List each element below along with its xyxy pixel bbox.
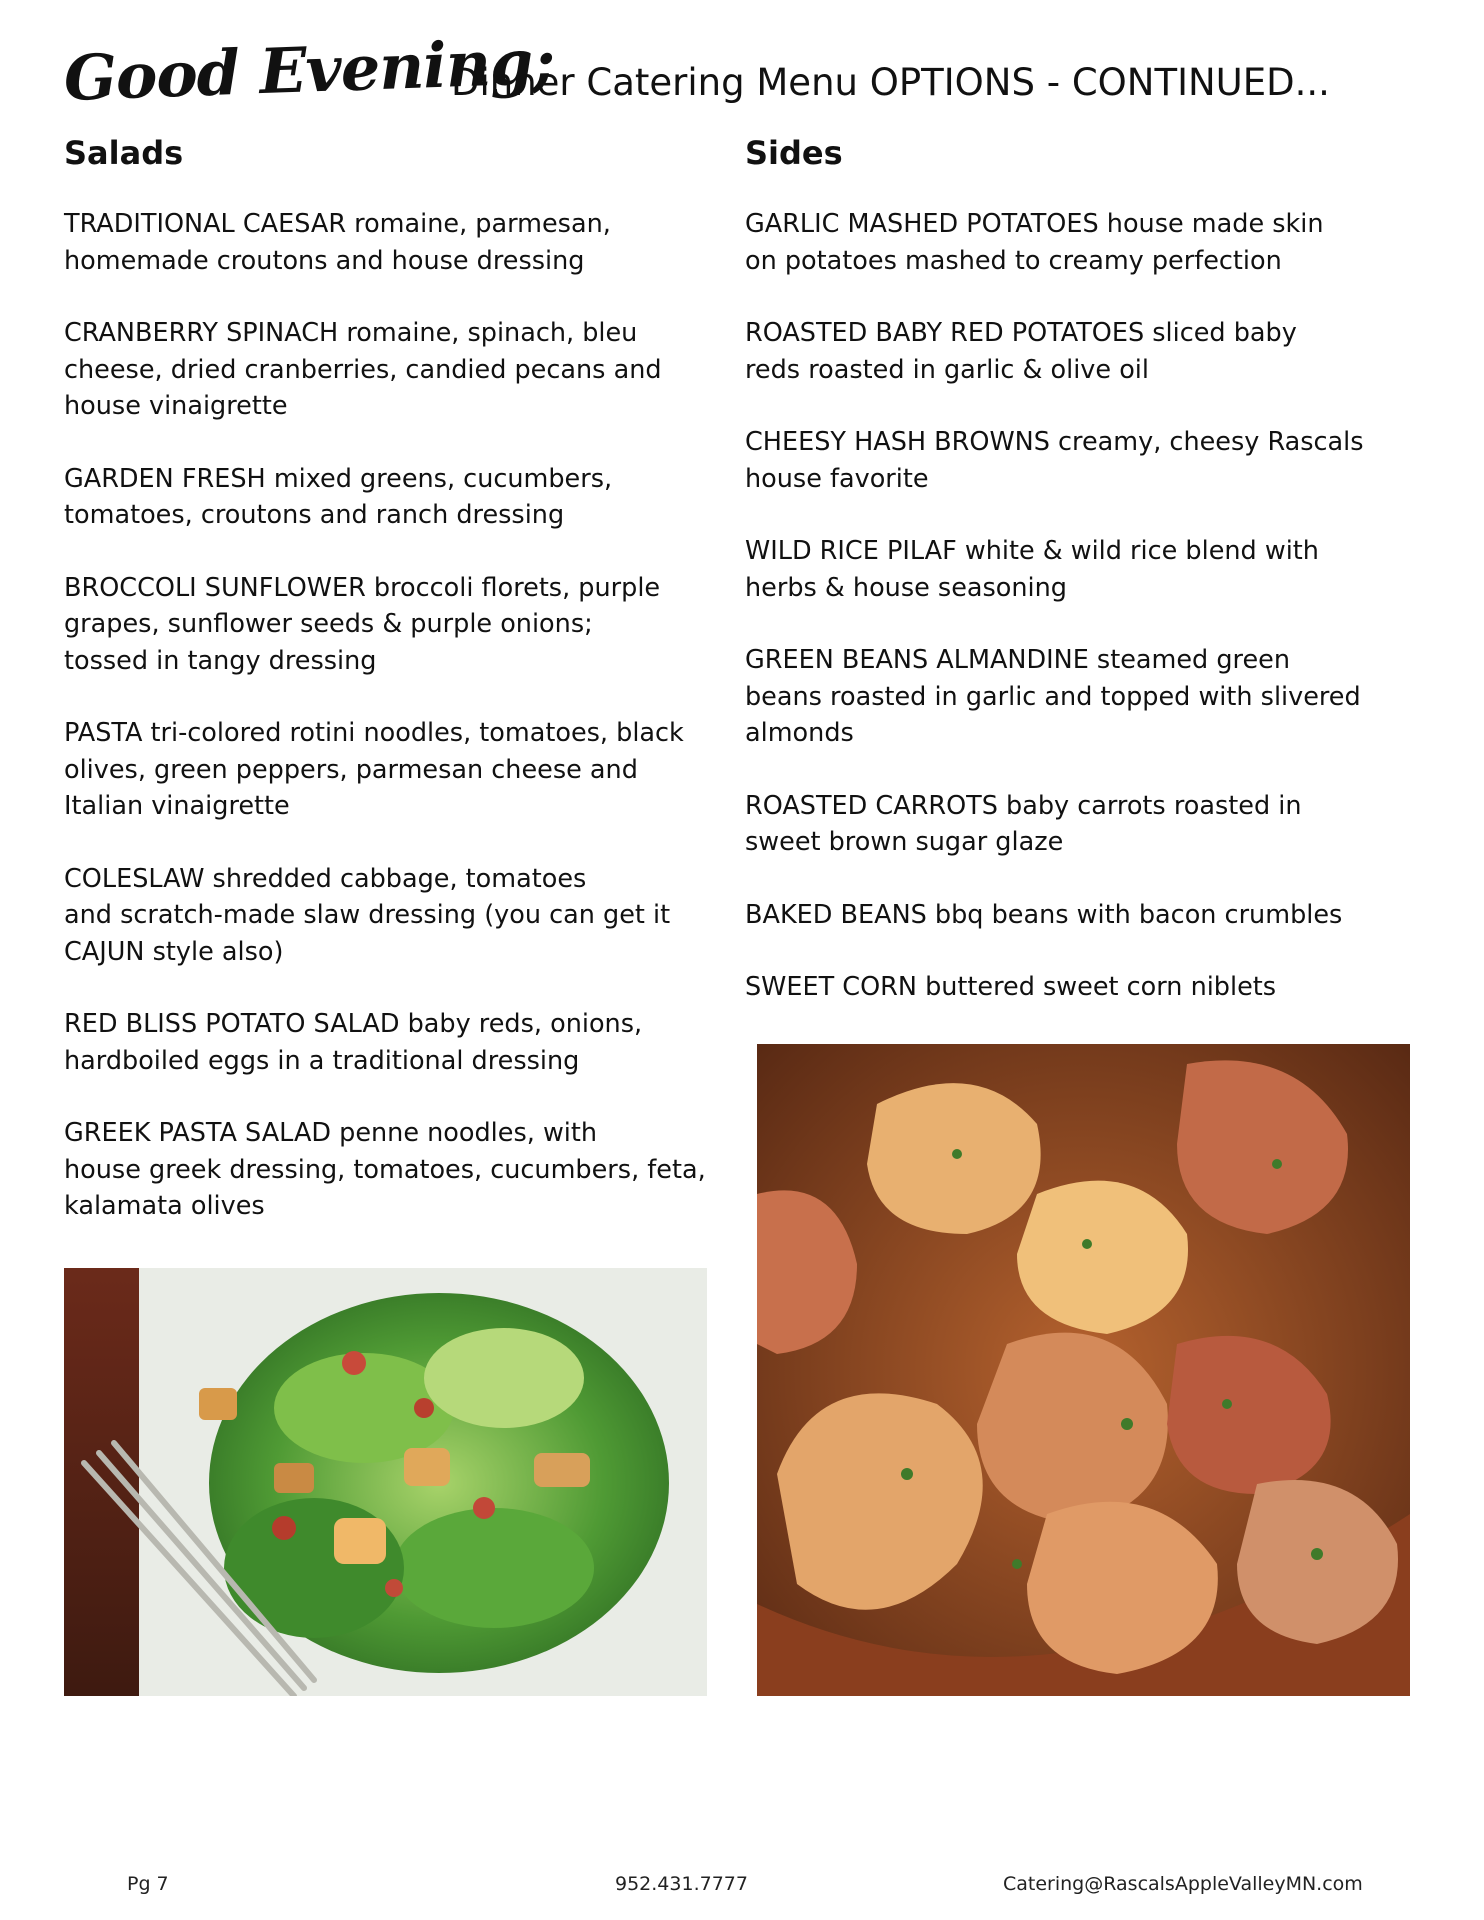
side-item: WILD RICE PILAF white & wild rice blend with herbs & house seasoning (745, 536, 1319, 603)
side-item: GREEN BEANS ALMANDINE steamed green beans roasted in garlic and topped with slivered almonds (745, 645, 1361, 748)
email-address: Catering@RascalsAppleValleyMN.com (1003, 1873, 1363, 1895)
salad-item: GARDEN FRESH mixed greens, cucumbers, tomatoes, croutons and ranch dressing (64, 463, 613, 530)
salads-column (64, 132, 714, 1261)
salad-item: BROCCOLI SUNFLOWER broccoli florets, purple grapes, sunflower seeds & purple onions; tossed in tangy dressing (64, 572, 661, 676)
side-item: ROASTED BABY RED POTATOES sliced baby reds roasted in garlic & olive oil (745, 318, 1297, 385)
salad-item: RED BLISS POTATO SALAD baby reds, onions, hardboiled eggs in a traditional dressing (64, 1009, 643, 1076)
salad-item: PASTA tri-colored rotini noodles, tomatoes, black olives, green peppers, parmesan cheese and Italian vinaigrette (64, 718, 684, 821)
sides-column (745, 132, 1395, 1042)
side-item: ROASTED CARROTS baby carrots roasted in sweet brown sugar glaze (745, 790, 1302, 857)
side-item: GARLIC MASHED POTATOES house made skin on potatoes mashed to creamy perfection (745, 209, 1324, 276)
salad-item: TRADITIONAL CAESAR romaine, parmesan, homemade croutons and house dressing (64, 209, 611, 276)
page-header (62, 24, 1444, 130)
greeting-title: Good Evening; (62, 24, 556, 115)
side-item: SWEET CORN buttered sweet corn niblets (745, 972, 1277, 1002)
side-item: BAKED BEANS bbq beans with bacon crumbles (745, 899, 1343, 930)
sides-heading: Sides (745, 134, 843, 172)
salads-heading: Salads (64, 134, 184, 172)
salad-item: CRANBERRY SPINACH romaine, spinach, bleu cheese, dried cranberries, candied pecans and house vinaigrette (64, 318, 662, 421)
page-number: Pg 7 (127, 1873, 169, 1895)
salad-item: GREEK PASTA SALAD penne noodles, with house greek dressing, tomatoes, cucumbers, feta, kalamata olives (64, 1118, 706, 1221)
phone-number: 952.431.7777 (615, 1873, 748, 1895)
roasted-potatoes-photo (757, 1044, 1410, 1696)
salad-item: COLESLAW shredded cabbage, tomatoes and scratch-made slaw dressing (you can get it CAJUN style also) (64, 863, 671, 967)
caesar-salad-photo (64, 1268, 707, 1696)
side-item: CHEESY HASH BROWNS creamy, cheesy Rascals house favorite (745, 427, 1364, 494)
page-subtitle: Dinner Catering Menu OPTIONS - CONTINUED... (451, 61, 1330, 104)
